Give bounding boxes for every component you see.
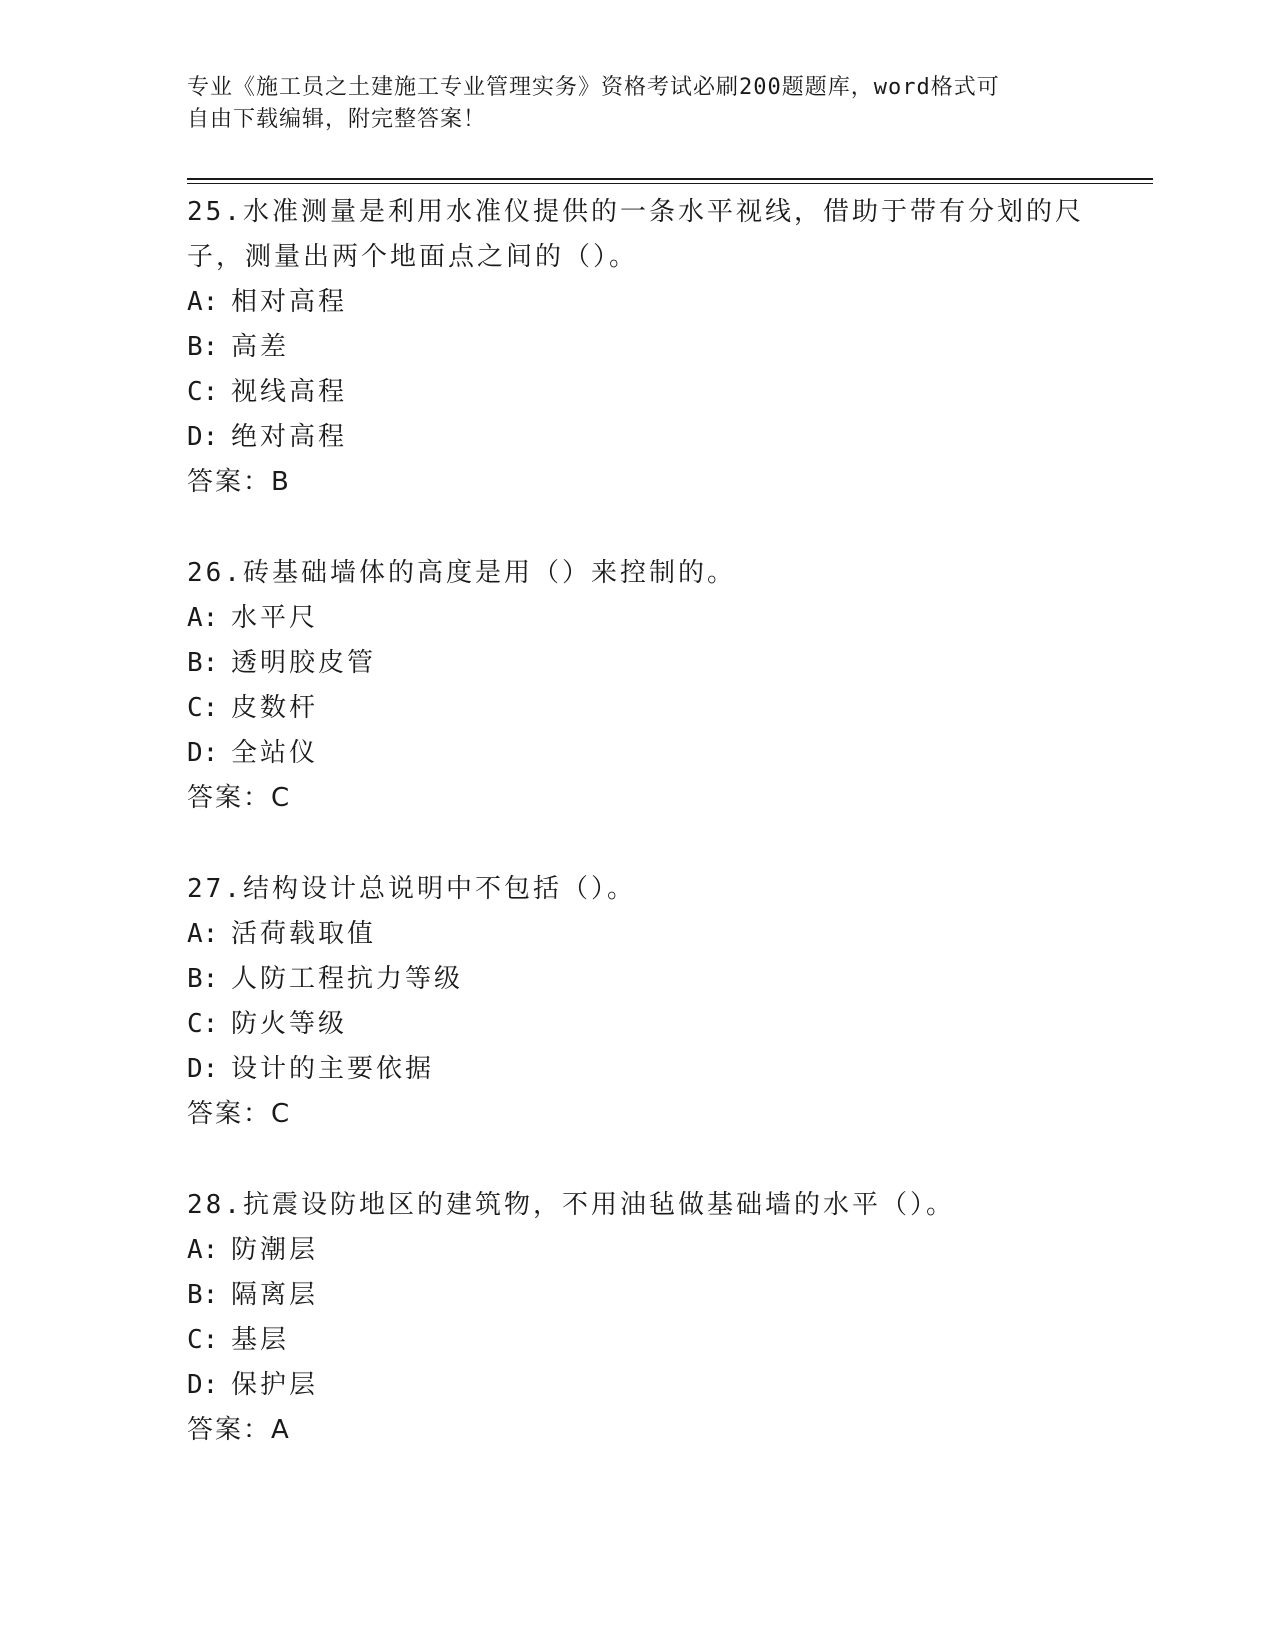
- option-c: [187, 1002, 1087, 1047]
- header-divider-thick: [187, 178, 1153, 180]
- option-text: 皮数杆: [231, 693, 319, 723]
- option-key: B:: [187, 964, 219, 994]
- option-key: C:: [187, 1325, 219, 1355]
- option-text: 绝对高程: [231, 422, 348, 452]
- question-stem: [187, 1183, 1067, 1228]
- question-stem-line: 25.水准测量是利用水准仪提供的一条水平视线，借助于带有分划的尺: [187, 197, 1084, 227]
- option-text: 透明胶皮管: [231, 648, 377, 678]
- option-text: 人防工程抗力等级: [231, 964, 464, 994]
- answer-label: 答案：: [187, 1415, 272, 1445]
- option-key: C:: [187, 693, 219, 723]
- answer-value: B: [271, 467, 289, 497]
- question-27: [187, 867, 1087, 1137]
- option-key: A:: [187, 919, 219, 949]
- question-stem: [187, 867, 1067, 912]
- option-b: [187, 325, 1087, 370]
- question-stem-line: 26.砖基础墙体的高度是用（）来控制的。: [187, 558, 736, 588]
- option-d: [187, 415, 1087, 460]
- option-text: 防火等级: [231, 1009, 348, 1039]
- option-key: B:: [187, 648, 219, 678]
- option-key: C:: [187, 1009, 219, 1039]
- option-key: C:: [187, 377, 219, 407]
- answer-line: [187, 460, 1087, 505]
- option-key: D:: [187, 1054, 219, 1084]
- answer-value: C: [271, 783, 290, 813]
- question-stem-line: 27.结构设计总说明中不包括（）。: [187, 874, 636, 904]
- answer-label: 答案：: [187, 467, 272, 497]
- option-text: 基层: [231, 1325, 290, 1355]
- option-text: 隔离层: [231, 1280, 319, 1310]
- answer-value: C: [271, 1099, 290, 1129]
- question-stem-line: 28.抗震设防地区的建筑物，不用油毡做基础墙的水平（）。: [187, 1190, 955, 1220]
- question-28: [187, 1183, 1087, 1453]
- option-text: 视线高程: [231, 377, 348, 407]
- header-line-2: 自由下载编辑，附完整答案！: [187, 107, 487, 132]
- question-list: [187, 190, 1087, 1499]
- option-key: A:: [187, 603, 219, 633]
- option-c: [187, 1318, 1087, 1363]
- option-key: D:: [187, 738, 219, 768]
- question-stem: [187, 551, 1067, 596]
- option-text: 防潮层: [231, 1235, 319, 1265]
- option-key: B:: [187, 1280, 219, 1310]
- answer-label: 答案：: [187, 1099, 272, 1129]
- option-text: 活荷载取值: [231, 919, 377, 949]
- option-key: D:: [187, 1370, 219, 1400]
- document-header: [187, 72, 1087, 136]
- question-25: [187, 190, 1087, 505]
- option-text: 设计的主要依据: [231, 1054, 435, 1084]
- option-a: [187, 280, 1087, 325]
- option-key: A:: [187, 287, 219, 317]
- option-d: [187, 731, 1087, 776]
- option-key: B:: [187, 332, 219, 362]
- question-stem-line: 子，测量出两个地面点之间的（）。: [187, 242, 639, 272]
- option-text: 相对高程: [231, 287, 348, 317]
- option-b: [187, 1273, 1087, 1318]
- answer-line: [187, 776, 1087, 821]
- header-divider-thin: [187, 183, 1153, 184]
- answer-line: [187, 1092, 1087, 1137]
- option-d: [187, 1363, 1087, 1408]
- option-c: [187, 686, 1087, 731]
- option-key: A:: [187, 1235, 219, 1265]
- header-line-1: 专业《施工员之土建施工专业管理实务》资格考试必刷200题题库，word格式可: [187, 75, 1000, 100]
- option-text: 水平尺: [231, 603, 319, 633]
- option-text: 全站仪: [231, 738, 319, 768]
- option-key: D:: [187, 422, 219, 452]
- option-text: 保护层: [231, 1370, 319, 1400]
- answer-line: [187, 1408, 1087, 1453]
- option-c: [187, 370, 1087, 415]
- option-b: [187, 957, 1087, 1002]
- question-stem: [187, 190, 1084, 280]
- answer-label: 答案：: [187, 783, 272, 813]
- option-b: [187, 641, 1087, 686]
- option-a: [187, 596, 1087, 641]
- answer-value: A: [271, 1415, 289, 1445]
- option-a: [187, 1228, 1087, 1273]
- option-a: [187, 912, 1087, 957]
- option-d: [187, 1047, 1087, 1092]
- question-26: [187, 551, 1087, 821]
- option-text: 高差: [231, 332, 290, 362]
